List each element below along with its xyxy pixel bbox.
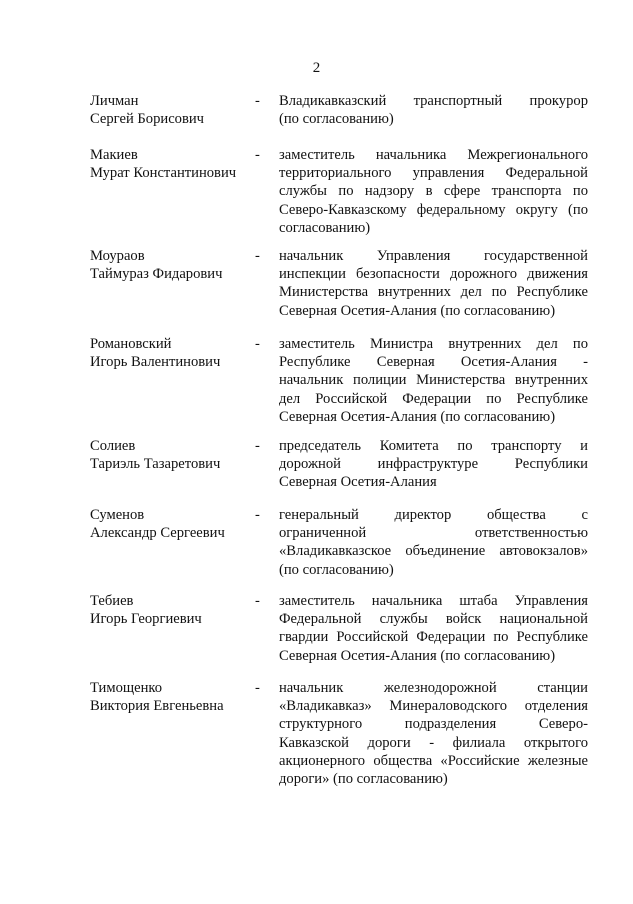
- role-line: структурного подразделения Северо-: [279, 716, 588, 733]
- role-line: «Владикавказское объединение автовокзалов»: [279, 543, 588, 560]
- role-line: акционерного общества «Российские железные: [279, 752, 588, 769]
- dash-separator: -: [255, 438, 260, 454]
- dash-separator: -: [255, 336, 260, 352]
- member-role: [279, 335, 588, 426]
- dash-separator: -: [255, 680, 260, 696]
- role-line: Республике Северная Осетия-Алания -: [279, 354, 588, 371]
- member-name: [90, 437, 260, 473]
- role-line: начальник железнодорожной станции: [279, 680, 588, 696]
- role-line: (по согласованию): [279, 561, 394, 578]
- member-role: [279, 506, 588, 579]
- member-given-names: Мурат Константинович: [90, 165, 237, 182]
- member-name: [90, 592, 260, 628]
- dash-separator: -: [255, 507, 260, 523]
- role-line: ограниченной ответственностью: [279, 525, 588, 542]
- member-given-names: Игорь Валентинович: [90, 354, 221, 371]
- role-line: (по согласованию): [279, 111, 394, 128]
- member-name: [90, 506, 260, 542]
- role-line: Северная Осетия-Алания (по согласованию): [279, 647, 556, 664]
- member-surname: Солиев: [90, 438, 136, 454]
- role-line: начальник полиции Министерства внутренних: [279, 372, 588, 389]
- role-line: дороги» (по согласованию): [279, 771, 448, 788]
- member-name: [90, 679, 260, 715]
- member-given-names: Тариэль Тазаретович: [90, 456, 221, 473]
- member-name: [90, 335, 260, 371]
- role-line: заместитель начальника Межрегионального: [279, 147, 588, 163]
- dash-separator: -: [255, 93, 260, 109]
- role-line: Северная Осетия-Алания (по согласованию): [279, 408, 556, 425]
- role-line: заместитель Министра внутренних дел по: [279, 336, 588, 352]
- role-line: дел Российской Федерации по Республике: [279, 390, 588, 407]
- member-role: [279, 437, 588, 492]
- member-role: [279, 92, 588, 128]
- role-line: гвардии Российской Федерации по Республике: [279, 629, 588, 646]
- role-line: Северо-Кавказскому федеральному округу (по: [279, 201, 588, 218]
- member-given-names: Виктория Евгеньевна: [90, 698, 224, 715]
- member-surname: Моураов: [90, 248, 145, 264]
- member-given-names: Сергей Борисович: [90, 111, 205, 128]
- member-surname: Макиев: [90, 147, 138, 163]
- member-surname: Суменов: [90, 507, 145, 523]
- role-line: территориального управления Федеральной: [279, 165, 588, 182]
- role-line: Владикавказский транспортный прокурор: [279, 93, 588, 109]
- role-line: Федеральной службы войск национальной: [279, 611, 588, 628]
- dash-separator: -: [255, 248, 260, 264]
- role-line: дорожной инфраструктуре Республики: [279, 456, 588, 473]
- member-surname: Личман: [90, 93, 139, 109]
- member-surname: Тебиев: [90, 593, 134, 609]
- member-given-names: Александр Сергеевич: [90, 525, 225, 542]
- role-line: начальник Управления государственной: [279, 248, 588, 264]
- dash-separator: -: [255, 147, 260, 163]
- member-name: [90, 247, 260, 283]
- role-line: Северная Осетия-Алания (по согласованию): [279, 302, 556, 319]
- member-given-names: Игорь Георгиевич: [90, 611, 202, 628]
- member-name: [90, 146, 260, 182]
- role-line: Кавказской дороги - филиала открытого: [279, 734, 588, 751]
- role-line: генеральный директор общества с: [279, 507, 588, 523]
- role-line: Министерства внутренних дел по Республике: [279, 284, 588, 301]
- member-role: [279, 592, 588, 665]
- role-line: службы по надзору в сфере транспорта по: [279, 183, 588, 200]
- dash-separator: -: [255, 593, 260, 609]
- role-line: согласованию): [279, 219, 371, 236]
- role-line: Северная Осетия-Алания: [279, 474, 437, 491]
- member-role: [279, 679, 588, 788]
- page-number: 2: [312, 60, 321, 76]
- member-role: [279, 146, 588, 237]
- member-name: [90, 92, 260, 128]
- role-line: председатель Комитета по транспорту и: [279, 438, 588, 454]
- role-line: инспекции безопасности дорожного движения: [279, 266, 588, 283]
- role-line: «Владикавказ» Минераловодского отделения: [279, 698, 588, 715]
- member-surname: Тимощенко: [90, 680, 163, 696]
- member-role: [279, 247, 588, 320]
- role-line: заместитель начальника штаба Управления: [279, 593, 588, 609]
- member-given-names: Таймураз Фидарович: [90, 266, 223, 283]
- member-surname: Романовский: [90, 336, 172, 352]
